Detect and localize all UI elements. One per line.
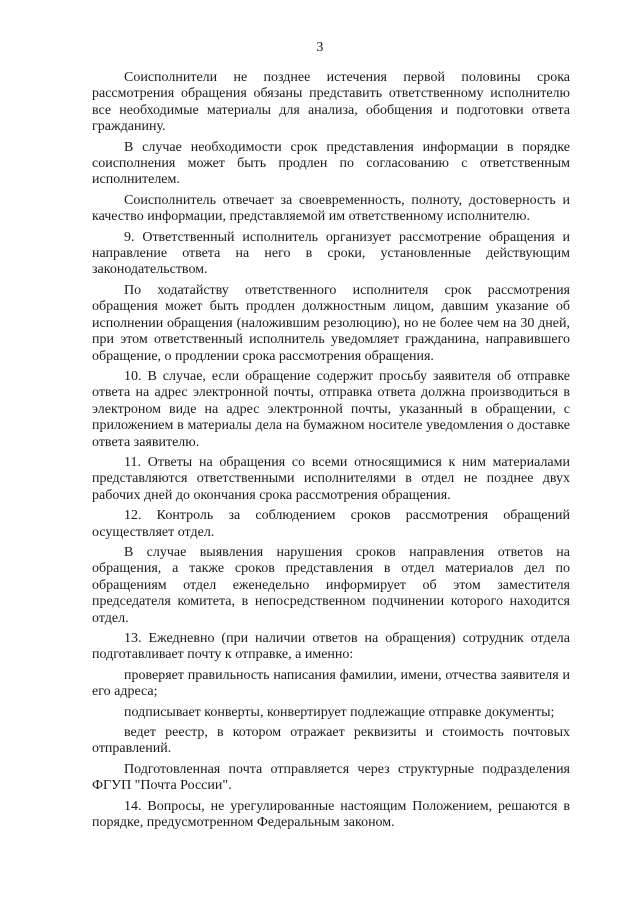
body-text [92,70,570,831]
paragraph-item-11: 11. Ответы на обращения со всеми относящимися к ним материалами представляются ответственными исполнителями в отдел не позднее двух рабочих дней до окончания срока рассмотрения обращения. [92,454,570,503]
page-number: 3 [316,40,324,55]
paragraph-coexecutor-responsibility: Соисполнитель отвечает за своевременность, полноту, достоверность и качество информации, представляемой им ответственному исполнителю. [92,192,570,225]
paragraph-item-14: 14. Вопросы, не урегулированные настоящим Положением, решаются в порядке, предусмотренном Федеральным законом. [92,798,570,831]
paragraph-item-13: 13. Ежедневно (при наличии ответов на обращения) сотрудник отдела подготавливает почту к отправке, а именно: [92,631,570,663]
paragraph-extension-by-agreement: В случае необходимости срок представления информации в порядке соисполнения может быть продлен по согласованию с ответственным исполнителем. [92,139,570,188]
paragraph-violations: В случае выявления нарушения сроков направления ответов на обращения, а также сроков представления в отдел материалов дел по обращениям отдел еженедельно информирует об этом заместителя председателя комитета, в непосредственном подчинении которого находится отдел. [92,544,570,626]
paragraph-check-names: проверяет правильность написания фамилии, имени, отчества заявителя и его адреса; [92,667,570,700]
paragraph-term-extension: По ходатайству ответственного исполнителя срок рассмотрения обращения может быть продлен должностным лицом, давшим указание об исполнении обращения (наложившим резолюцию), но не более чем на 30 дней, при этом ответственный исполнитель уведомляет гражданина, направившего обращение, о продлении срока рассмотрения обращения. [92,282,570,364]
paragraph-post-dispatch: Подготовленная почта отправляется через структурные подразделения ФГУП "Почта России". [92,761,570,794]
paragraph-item-12: 12. Контроль за соблюдением сроков рассмотрения обращений осуществляет отдел. [92,508,570,540]
paragraph-sign-envelopes: подписывает конверты, конвертирует подлежащие отправке документы; [124,704,555,720]
paragraph-registry: ведет реестр, в котором отражает реквизиты и стоимость почтовых отправлений. [92,725,570,757]
paragraph-item-10: 10. В случае, если обращение содержит просьбу заявителя об отправке ответа на адрес электронной почты, отправка ответа должна производиться в электроном виде на адрес электронной почты, указанный в обращении, с приложением в материалы дела на бумажном носителе уведомления о доставке ответа заявителю. [92,368,570,450]
paragraph-item-9: 9. Ответственный исполнитель организует рассмотрение обращения и направление ответа на него в сроки, установленные действующим законодательством. [92,229,570,278]
paragraph-coexecutors-deadline: Соисполнители не позднее истечения первой половины срока рассмотрения обращения обязаны представить ответственному исполнителю все необходимые материалы для анализа, обобщения и подготовки ответа гражданину. [92,70,570,135]
